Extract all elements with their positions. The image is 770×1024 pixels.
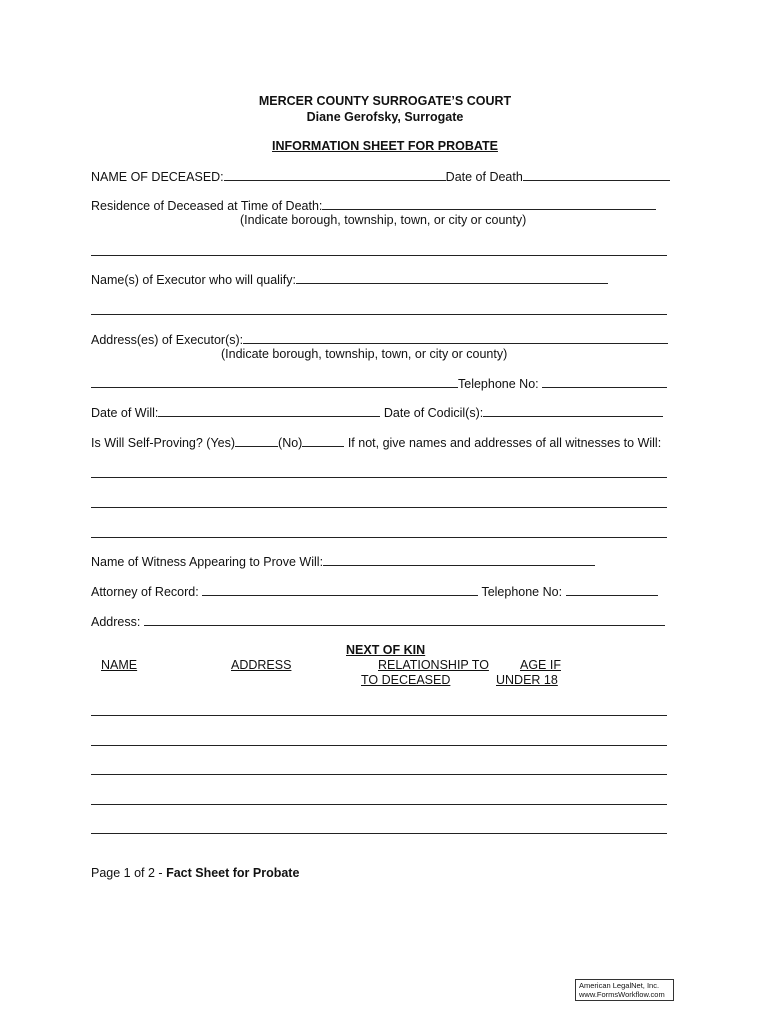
surrogate-name: Diane Gerofsky, Surrogate xyxy=(306,110,464,124)
kin-line-4[interactable] xyxy=(91,804,667,805)
col-name-header: NAME xyxy=(101,658,138,672)
attorney-field[interactable] xyxy=(202,584,478,596)
form-title: INFORMATION SHEET FOR PROBATE xyxy=(272,139,498,153)
publisher-name: American LegalNet, Inc. xyxy=(579,981,660,990)
residence-field[interactable] xyxy=(322,198,656,210)
publisher-box xyxy=(575,979,674,1001)
executor-address-hint: (Indicate borough, township, town, or city or county) xyxy=(221,347,508,361)
executor-address-row xyxy=(91,332,668,347)
will-dates-row xyxy=(91,405,663,420)
col-relationship-header-2: TO DECEASED xyxy=(361,673,451,687)
residence-line-2[interactable] xyxy=(91,255,667,256)
witness-line-3[interactable] xyxy=(91,537,667,538)
attorney-row xyxy=(91,584,658,599)
attorney-telephone-field[interactable] xyxy=(566,584,658,596)
executor-telephone-row xyxy=(91,376,667,391)
col-relationship-header-1: RELATIONSHIP TO xyxy=(378,658,489,672)
col-age-header-1: AGE IF xyxy=(520,658,561,672)
attorney-telephone-label: Telephone No: xyxy=(481,585,563,599)
witness-name-label: Name of Witness Appearing to Prove Will: xyxy=(91,555,324,569)
witness-line-2[interactable] xyxy=(91,507,667,508)
kin-line-2[interactable] xyxy=(91,745,667,746)
name-of-deceased-label: NAME OF DECEASED: xyxy=(91,170,224,184)
name-of-deceased-row xyxy=(91,169,670,184)
name-of-deceased-field[interactable] xyxy=(224,169,446,181)
executor-address-label: Address(es) of Executor(s): xyxy=(91,333,244,347)
next-of-kin-title: NEXT OF KIN xyxy=(346,643,426,657)
address-label: Address: xyxy=(91,615,141,629)
col-address-header: ADDRESS xyxy=(231,658,292,672)
executors-label: Name(s) of Executor who will qualify: xyxy=(91,273,296,287)
self-proving-no-field[interactable] xyxy=(302,435,344,447)
page-footer xyxy=(91,866,299,880)
witness-name-field[interactable] xyxy=(323,554,595,566)
date-of-codicil-field[interactable] xyxy=(483,405,663,417)
executor-telephone-label: Telephone No: xyxy=(458,377,539,391)
self-proving-yes-label: Is Will Self-Proving? (Yes) xyxy=(91,436,236,450)
executor-address-field[interactable] xyxy=(243,332,668,344)
page-number: Page 1 of 2 - xyxy=(91,866,167,880)
address-row xyxy=(91,614,665,629)
date-of-death-label: Date of Death xyxy=(445,170,523,184)
residence-label: Residence of Deceased at Time of Death: xyxy=(91,199,323,213)
residence-row xyxy=(91,198,656,213)
col-age-header-2: UNDER 18 xyxy=(496,673,558,687)
kin-line-1[interactable] xyxy=(91,715,667,716)
kin-line-5[interactable] xyxy=(91,833,667,834)
court-name: MERCER COUNTY SURROGATE’S COURT xyxy=(258,94,512,108)
self-proving-row xyxy=(91,435,661,450)
date-of-death-field[interactable] xyxy=(523,169,670,181)
executors-field[interactable] xyxy=(296,272,608,284)
date-of-will-label: Date of Will: xyxy=(91,406,159,420)
witnesses-prompt: If not, give names and addresses of all witnesses to Will: xyxy=(347,436,662,450)
kin-line-3[interactable] xyxy=(91,774,667,775)
attorney-label: Attorney of Record: xyxy=(91,585,199,599)
executor-telephone-field[interactable] xyxy=(542,376,667,388)
witness-line-1[interactable] xyxy=(91,477,667,478)
publisher-url[interactable]: www.FormsWorkflow.com xyxy=(579,990,665,999)
page-footer-title: Fact Sheet for Probate xyxy=(166,866,300,880)
executor-address-field-2[interactable] xyxy=(91,376,458,388)
date-of-will-field[interactable] xyxy=(158,405,380,417)
executors-line-2[interactable] xyxy=(91,314,667,315)
date-of-codicil-label: Date of Codicil(s): xyxy=(383,406,484,420)
self-proving-yes-field[interactable] xyxy=(235,435,278,447)
self-proving-no-label: (No) xyxy=(278,436,303,450)
address-field[interactable] xyxy=(144,614,665,626)
executors-row xyxy=(91,272,608,287)
residence-hint: (Indicate borough, township, town, or city or county) xyxy=(240,213,527,227)
witness-name-row xyxy=(91,554,595,569)
